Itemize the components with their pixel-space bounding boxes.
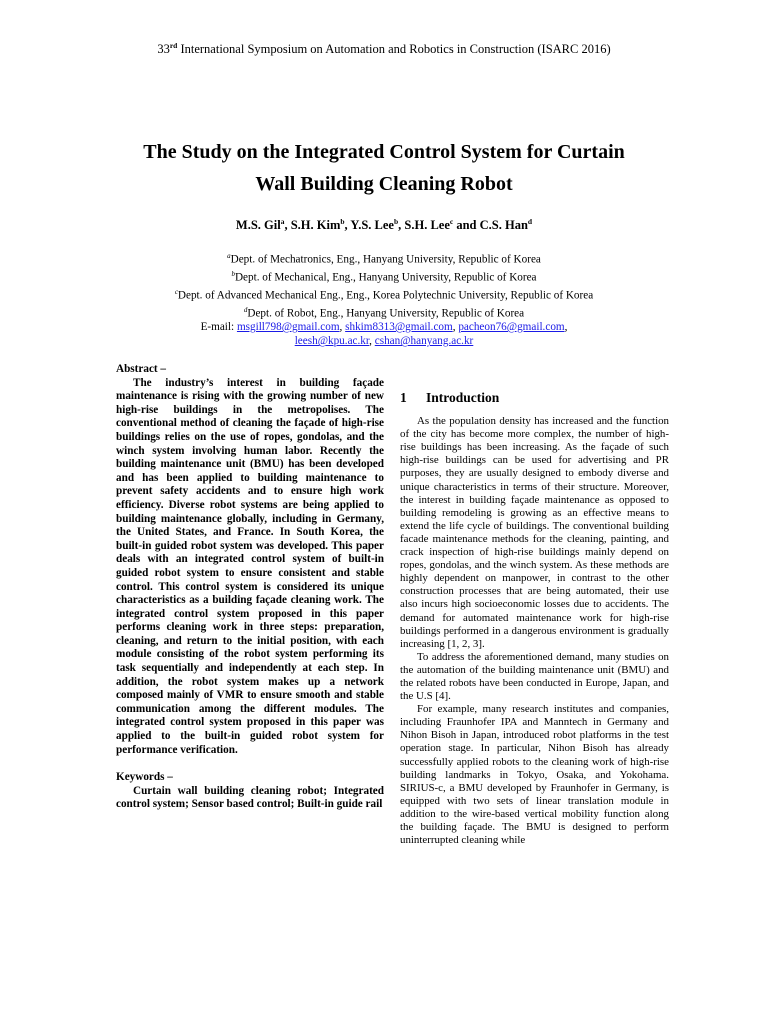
conference-ordinal: 33 xyxy=(157,42,170,57)
affiliation-mark: a xyxy=(227,252,231,260)
abstract-body: The industry’s interest in building façade maintenance is rising with the growing number of new high-rise buildings in the metropolises. The conventional method of cleaning the façade of high-rise buildings relies on the use of ropes, gondolas, and the winch system involving human labor. Recently the building maintenance unit (BMU) has been developed and has been applied to building maintenance to prevent safety accidents and to ensure high work efficiency. Diverse robot systems are being applied to building maintenance globally, including in Germany, the United States, and France. In South Korea, the built-in guided robot system was developed. This paper deals with an integrated control system of built-in guided robot system to ensure consistent and stable control. This control system is considered its unique characteristics as a building façade cleaning work. The integrated control system proposed in this paper performs cleaning work in three steps: preparation, cleaning, and return to the initial position, with each module consisting of the robot system performing its task sequentially and independently at each step. In addition, the robot system makes up a network composed mainly of VMR to ensure smooth and stable communication among the different modules. The integrated control system proposed in this paper was applied to the built-in guided robot system for performance verification. xyxy=(116,376,384,756)
email-link[interactable]: msgill798@gmail.com xyxy=(236,321,340,333)
affiliation-line xyxy=(0,249,768,267)
affiliation-mark: d xyxy=(243,305,248,314)
conference-name: International Symposium on Automation and Robotics in Construction (ISARC 2016) xyxy=(180,42,611,57)
conference-ordinal-suffix: rd xyxy=(169,41,178,50)
email-block xyxy=(80,320,688,348)
abstract-column xyxy=(116,363,384,812)
email-label: E-mail: xyxy=(200,321,237,333)
affiliation-text: Dept. of Mechanical, Eng., Hanyang University, Republic of Korea xyxy=(234,271,537,284)
affiliation-text: Dept. of Mechatronics, Eng., Hanyang University, Republic of Korea xyxy=(230,253,541,266)
introduction-column xyxy=(400,391,669,847)
author-affiliation-mark: d xyxy=(527,217,533,226)
intro-paragraph: To address the aforementioned demand, many studies on the automation of the building maintenance unit (BMU) and the related robots have been conducted in Europe, Japan, and the U.S [4]. xyxy=(400,650,669,703)
section-heading xyxy=(400,391,669,404)
author-list xyxy=(0,217,768,233)
paper-title-line-2: Wall Building Cleaning Robot xyxy=(255,173,513,195)
email-line-2: leesh@kpu.ac.kr, cshan@hanyang.ac.kr xyxy=(294,335,474,348)
affiliation-text: Dept. of Advanced Mechanical Eng., Eng., Korea Polytechnic University, Republic of Korea xyxy=(177,289,594,302)
author-affiliation-mark: b xyxy=(340,217,345,226)
author-name: S.H. Lee xyxy=(404,218,450,233)
author-affiliation-mark: a xyxy=(280,217,285,226)
affiliation-line xyxy=(0,285,768,303)
intro-paragraph: As the population density has increased and the function of the city has become more complex, the number of high-rise buildings has been increasing. As the façade of such high-rise buildings can be used for advertising and PR purposes, they are usually designed to embody diverse and unique characteristics in terms of their structure. Moreover, the interest in building façade maintenance as opposed to building remodeling is growing as an effective means to extend the life cycle of buildings. The conventional building facade maintenance methods for the cleaning, painting, and crack inspection of high-rise buildings mainly depend on ropes, gondolas, and the winch system. As these methods are highly dependent on manpower, in contrast to the other construction processes that are being automated, their use also incurs high socioeconomic losses due to accidents. The demand for automated maintenance work for high-rise buildings performed in a dangerous environment is gradually increasing [1, 2, 3]. xyxy=(400,415,669,650)
author-separator: , xyxy=(344,218,351,233)
author-affiliation-mark: b xyxy=(393,217,399,226)
author-affiliation-mark: c xyxy=(449,217,454,226)
affiliation-mark: b xyxy=(231,269,235,278)
affiliation-line xyxy=(0,303,768,321)
keywords-heading: Keywords – xyxy=(116,771,173,784)
author-name: C.S. Han xyxy=(479,218,528,233)
affiliation-line xyxy=(0,267,768,285)
affiliation-list xyxy=(0,249,768,321)
intro-paragraph: For example, many research institutes and companies, including Fraunhofer IPA and Manntech in Germany and Nihon Bisoh in Japan, introduced robot platforms in the test operation stage. In particular, Nihon Bisoh has already successfully applied robots to the cleaning work of high-rise building landmarks in Tokyo, Osaka, and Yokohama. SIRIUS-c, a BMU developed by Fraunhofer in Germany, is equipped with two sets of linear translation module in addition to the wire-based vertical mobility function along the building façade. The BMU is designed to perform uninterrupted cleaning while xyxy=(400,703,669,847)
keywords-body: Curtain wall building cleaning robot; Integrated control system; Sensor based control; Built-in guide rail xyxy=(116,784,384,811)
email-line-1: E-mail: msgill798@gmail.com, shkim8313@gmail.com, pacheon76@gmail.com, xyxy=(200,321,568,333)
author-separator: , xyxy=(284,218,291,233)
author-separator: , xyxy=(398,218,405,233)
email-link[interactable]: shkim8313@gmail.com xyxy=(345,321,453,333)
author-name: S.H. Kim xyxy=(290,218,341,233)
author-name: Y.S. Lee xyxy=(350,218,394,233)
section-number: 1 xyxy=(400,390,407,405)
author-separator: and xyxy=(453,218,480,233)
affiliation-mark: c xyxy=(174,287,178,296)
email-link[interactable]: pacheon76@gmail.com xyxy=(458,321,565,333)
email-link[interactable]: cshan@hanyang.ac.kr xyxy=(374,335,474,348)
section-title: Introduction xyxy=(426,390,500,405)
paper-title-line-1: The Study on the Integrated Control System for Curtain xyxy=(143,141,625,163)
abstract-heading: Abstract – xyxy=(116,363,167,375)
paper-title xyxy=(90,136,678,200)
email-link[interactable]: leesh@kpu.ac.kr xyxy=(294,335,370,348)
conference-header xyxy=(0,41,768,57)
author-name: M.S. Gil xyxy=(235,218,281,233)
affiliation-text: Dept. of Robot, Eng., Hanyang University, Republic of Korea xyxy=(247,307,525,320)
